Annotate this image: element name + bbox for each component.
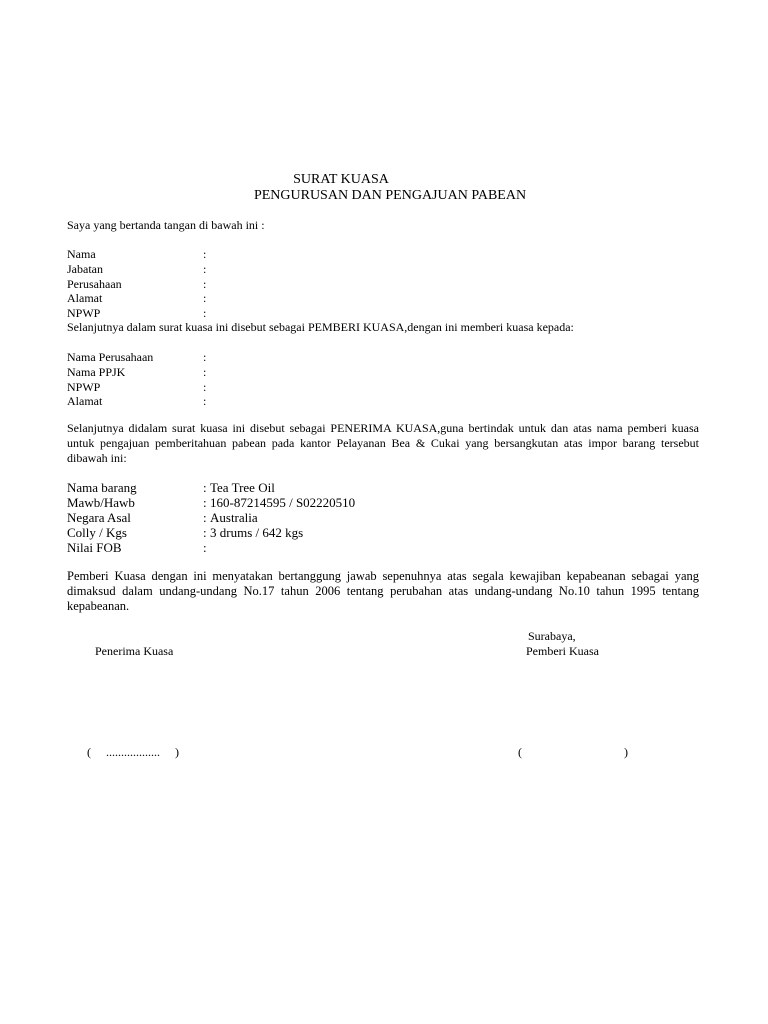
signature-left-label: Penerima Kuasa (95, 644, 174, 658)
document-subtitle: PENGURUSAN DAN PENGAJUAN PABEAN (253, 188, 527, 203)
grantee-statement: Selanjutnya didalam surat kuasa ini disebut sebagai PENERIMA KUASA,guna bertindak untuk dan atas nama pemberi kuasa untuk pengajuan pemberitahuan pabean pada kantor Pelayanan Bea & Cukai yang bersangkutan atas impor barang tersebut dibawah ini: (67, 421, 699, 465)
field-label: Perusahaan (67, 277, 122, 291)
field-value: 3 drums / 642 kgs (210, 525, 304, 540)
field-separator: : (203, 480, 207, 495)
signature-place: Surabaya, (528, 629, 576, 643)
field-value: Tea Tree Oil (210, 480, 275, 495)
field-separator: : (203, 247, 207, 261)
field-separator: : (203, 262, 207, 276)
grantor-statement: Selanjutnya dalam surat kuasa ini disebut sebagai PEMBERI KUASA,dengan ini memberi kuasa kepada: (67, 320, 574, 334)
signature-right-name: ( ) (518, 745, 628, 759)
field-label: Jabatan (67, 262, 103, 276)
field-separator: : (203, 350, 207, 364)
field-separator: : (203, 365, 207, 379)
field-label: Colly / Kgs (67, 525, 127, 540)
field-separator: : (203, 306, 207, 320)
field-separator: : (203, 510, 207, 525)
field-separator: : (203, 525, 207, 540)
signature-left-name: ( .................. ) (87, 745, 179, 759)
field-label: Alamat (67, 291, 103, 305)
field-separator: : (203, 380, 207, 394)
signature-right-label: Pemberi Kuasa (526, 644, 599, 658)
field-label: Negara Asal (67, 510, 131, 525)
field-separator: : (203, 277, 207, 291)
field-label: Nama PPJK (67, 365, 126, 379)
field-value: Australia (210, 510, 258, 525)
field-label: Nama (67, 247, 96, 261)
field-label: Nama barang (67, 480, 137, 495)
field-label: Alamat (67, 394, 103, 408)
closing-statement: Pemberi Kuasa dengan ini menyatakan bertanggung jawab sepenuhnya atas segala kewajiban kepabeanan sebagai yang dimaksud dalam undang-undang No.17 tahun 2006 tentang perubahan atas undang-undang No.10 tahun 1995 tentang kepabeanan. (67, 569, 699, 613)
field-value: 160-87214595 / S02220510 (210, 495, 356, 510)
field-label: Nilai FOB (67, 540, 122, 555)
field-separator: : (203, 394, 207, 408)
field-label: NPWP (67, 380, 101, 394)
field-label: Mawb/Hawb (67, 495, 135, 510)
field-separator: : (203, 495, 207, 510)
intro-text: Saya yang bertanda tangan di bawah ini : (67, 218, 265, 232)
document-title: SURAT KUASA (293, 172, 389, 187)
field-separator: : (203, 291, 207, 305)
field-label: Nama Perusahaan (67, 350, 154, 364)
field-separator: : (203, 540, 207, 555)
field-label: NPWP (67, 306, 101, 320)
